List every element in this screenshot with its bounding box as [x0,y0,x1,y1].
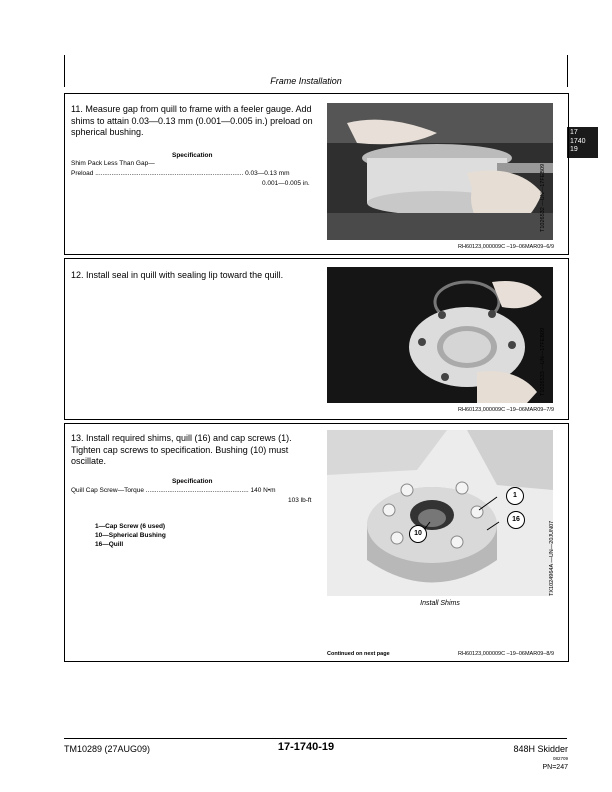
callout-10: 10 [409,525,427,543]
footer-date-code: 082709 [552,756,568,761]
step-12-photo-illustration [327,267,553,403]
step-12-text: 12. Install seal in quill with sealing lip toward the quill. [71,270,284,280]
step-13-photo-id: TX1024964A —UN—20JUN07 [549,520,555,596]
step-11-spec-line: Preload .................................................................................. 0.03—0.13 mm [71,170,290,177]
chapter-tab-line2: 1740 [570,137,586,145]
step-11-photo-illustration [327,103,553,240]
footer-rule [64,738,567,739]
step-12-ref: RH60123,000009C –19–06MAR09–7/9 [458,407,555,413]
legend-item: 16—Quill [95,541,124,548]
step-11-spec-title: Specification [172,152,213,159]
step-13-spec-line: Quill Cap Screw—Torque ......................................................... 140 N•m [71,487,276,494]
step-13-spec-line: 103 lb-ft [288,497,312,504]
chapter-tab-line3: 19 [570,146,578,153]
step-11-photo [327,103,553,240]
chapter-tab [567,127,598,158]
step-12-photo-id: T1026533 —UN—17FEB09 [540,327,546,396]
step-13-spec-title: Specification [172,478,213,485]
page-header-title: Frame Installation [270,76,342,86]
legend-item: 10—Spherical Bushing [95,532,166,539]
step-11-spec-line: 0.001—0.005 in. [262,180,310,187]
footer-pn: PN=247 [542,764,568,771]
step-13-caption: Install Shims [420,600,460,607]
step-11-spec-line: Shim Pack Less Than Gap— [71,160,155,167]
footer-page-number: 17-1740-19 [277,741,335,753]
step-11-photo-id: T1026532 —UN—17FEB09 [540,163,546,232]
step-11-text: 11. Measure gap from quill to frame with a feeler gauge. Add shims to attain 0.03—0.13 mm (0.001—0.005 in.) preload on spherical bushing. [71,104,313,137]
step-12-photo [327,267,553,403]
legend-item: 1—Cap Screw (6 used) [95,523,166,530]
footer-machine: 848H Skidder [513,744,568,754]
callout-16: 16 [507,511,525,529]
callout-1: 1 [506,487,524,505]
chapter-tab-line1: 17 [570,129,578,136]
step-11-ref: RH60123,000009C –19–06MAR09–6/9 [458,244,555,250]
step-13-ref: RH60123,000009C –19–06MAR09–8/9 [458,651,555,657]
continued-note: Continued on next page [327,651,390,657]
footer-manual-id: TM10289 (27AUG09) [64,744,151,754]
step-13-legend [95,522,166,549]
step-13-text: 13. Install required shims, quill (16) and cap screws (1). Tighten cap screws to specification. Bushing (10) must oscillate. [71,433,292,466]
